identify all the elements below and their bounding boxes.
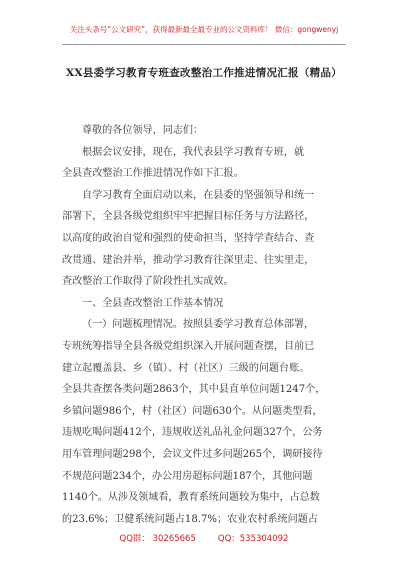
paragraph-line: 建立起覆盖县、乡（镇）、村（社区）三级的问题台账。: [62, 362, 310, 374]
header-notice: 关注头条号“公文研究”，获得最新最全最专业的公文资料库！ 微信：gongwenyj: [69, 25, 339, 34]
paragraph-line: 1140个。从涉及领域看，教育系统问题较为集中，占总数: [62, 492, 320, 504]
paragraph-line: （一）问题梳理情况。按照县委学习教育总体部署，: [82, 319, 315, 331]
paragraph-line: 以高度的政治自觉和强烈的使命担当，坚持学查结合、查: [62, 232, 315, 244]
footer-contact: [0, 532, 408, 544]
paragraph-line: 根据会议安排，现在，我代表县学习教育专班，就: [82, 146, 305, 158]
footer-qq-number: QQ：535304092: [217, 534, 289, 544]
paragraph-line: 用车管理问题298个，会议文件过多问题265个，调研接待: [62, 448, 323, 460]
document-body: [62, 120, 346, 530]
paragraph-line: 改贯通、建治并举，推动学习教育往深里走、往实里走，: [62, 254, 315, 266]
paragraph-line: 部署下，全县各级党组织牢牢把握目标任务与方法路径，: [62, 211, 315, 223]
paragraph-line: 的23.6%；卫健系统问题占18.7%；农业农村系统问题占: [62, 513, 318, 525]
paragraph-line: 专班统筹指导全县各级党组织深入开展问题查摆，目前已: [62, 340, 315, 352]
paragraph-line: 查改整治工作取得了阶段性扎实成效。: [62, 276, 234, 288]
paragraph-line: 违规吃喝问题412个，违规收送礼品礼金问题327个，公务: [62, 427, 323, 439]
paragraph-line: 全县查改整治工作推进情况作如下汇报。: [62, 168, 244, 180]
footer-qq-group: QQ群： 30265665: [119, 534, 196, 544]
paragraph-line: 全县共查摆各类问题2863个，其中县直单位问题1247个，: [62, 384, 326, 396]
document-title: XX县委学习教育专班查改整治工作推进情况汇报（精品）: [65, 67, 343, 79]
paragraph-line: 乡镇问题986个，村（社区）问题630个。从问题类型看，: [62, 405, 323, 417]
paragraph-line: 不规范问题234个，办公用房超标问题187个，其他问题: [62, 470, 313, 482]
paragraph-line: 自学习教育全面启动以来，在县委的坚强领导和统一: [82, 189, 315, 201]
section-heading: 一、全县查改整治工作基本情况: [82, 297, 224, 309]
header-divider: [62, 44, 346, 45]
salutation-line: 尊敬的各位领导，同志们：: [82, 125, 204, 136]
